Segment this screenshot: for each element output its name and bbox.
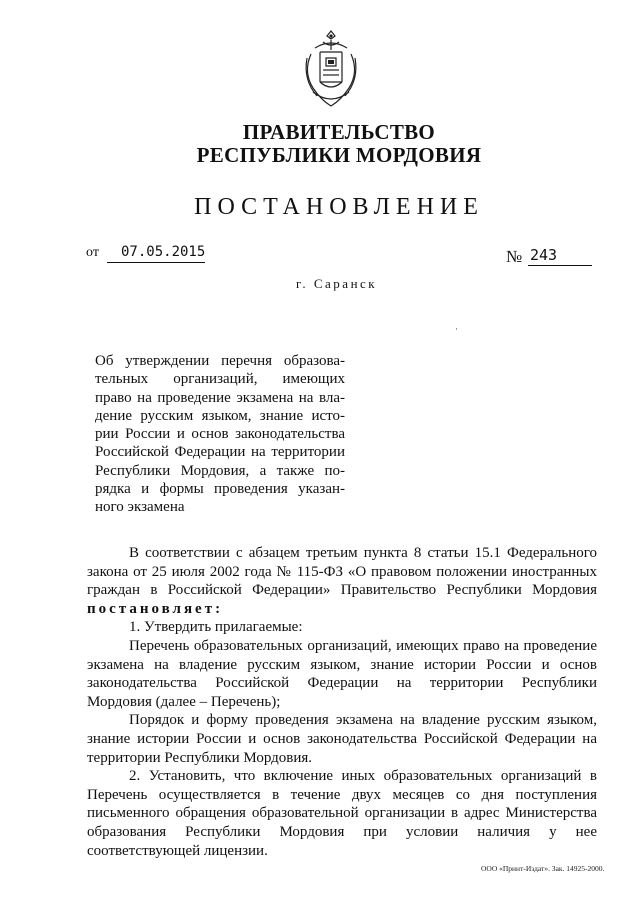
body-line: закона от 25 июля 2002 года № 115-ФЗ «О правовом положении иностранных: [87, 563, 597, 580]
body-line: Перечень образовательных организаций, имеющих право на проведение: [129, 637, 597, 654]
decree-word: постановляет:: [87, 600, 224, 617]
body-line: граждан в Российской Федерации» Правительство Республики Мордовия: [87, 582, 597, 599]
subject-line: ного экзамена: [95, 499, 185, 516]
document-type: ПОСТАНОВЛЕНИЕ: [194, 194, 484, 220]
city: г. Саранск: [296, 276, 378, 291]
item-1-heading: 1. Утвердить прилагаемые:: [129, 619, 303, 636]
government-title-line2: РЕСПУБЛИКИ МОРДОВИЯ: [196, 143, 482, 167]
body-line: 2. Установить, что включение иных образовательных организаций в: [129, 768, 597, 785]
subject-line: дение русским языком, знание исто-: [95, 407, 345, 424]
subject-line: Об утверждении перечня образова-: [95, 353, 345, 369]
body-line: соответствующей лицензии.: [87, 842, 268, 859]
document-subject: [95, 352, 345, 517]
subject-line: рии России и основ законодательства: [95, 426, 345, 443]
body-line: письменного обращения образовательной организации в адрес Министерства: [87, 805, 597, 822]
body-line: образования Республики Мордовия при условии наличия у нее: [87, 823, 597, 840]
subject-line: Республики Мордовия, а также по-: [95, 462, 345, 479]
subject-line: тельных организаций, имеющих: [95, 371, 345, 388]
body-line: Порядок и форму проведения экзамена на владение русским языком,: [129, 712, 597, 729]
subject-line: право на проведение экзамена на вла-: [95, 389, 345, 406]
body-line: Мордовия (далее – Перечень);: [87, 693, 281, 710]
coat-of-arms-emblem: [301, 28, 361, 110]
subject-line: рядка и формы проведения указан-: [95, 481, 345, 498]
document-body: [87, 544, 597, 860]
body-line: Перечень осуществляется в течение двух месяцев со дня поступления: [87, 786, 597, 803]
document-date: 07.05.2015: [107, 242, 205, 263]
body-line: знание истории России и основ законодательства Российской Федерации на: [87, 730, 597, 747]
government-title-line1: ПРАВИТЕЛЬСТВО: [242, 120, 436, 144]
printer-footer: ООО «Принт-Издат». Зак. 14925-2000.: [481, 864, 605, 873]
document-number: 243: [528, 245, 592, 266]
body-line: экзамена на владение русским языком, знание истории России и основ: [87, 656, 597, 673]
subject-line: Российской Федерации на территории: [95, 444, 345, 461]
scan-mark: ·: [455, 324, 458, 334]
number-label: №: [506, 247, 523, 266]
body-line: законодательства Российской Федерации на территории Республики: [87, 675, 597, 692]
date-label: от: [86, 245, 99, 260]
body-line: В соответствии с абзацем третьим пункта 8 статьи 15.1 Федерального: [129, 545, 597, 561]
body-line: территории Республики Мордовия.: [87, 749, 313, 766]
